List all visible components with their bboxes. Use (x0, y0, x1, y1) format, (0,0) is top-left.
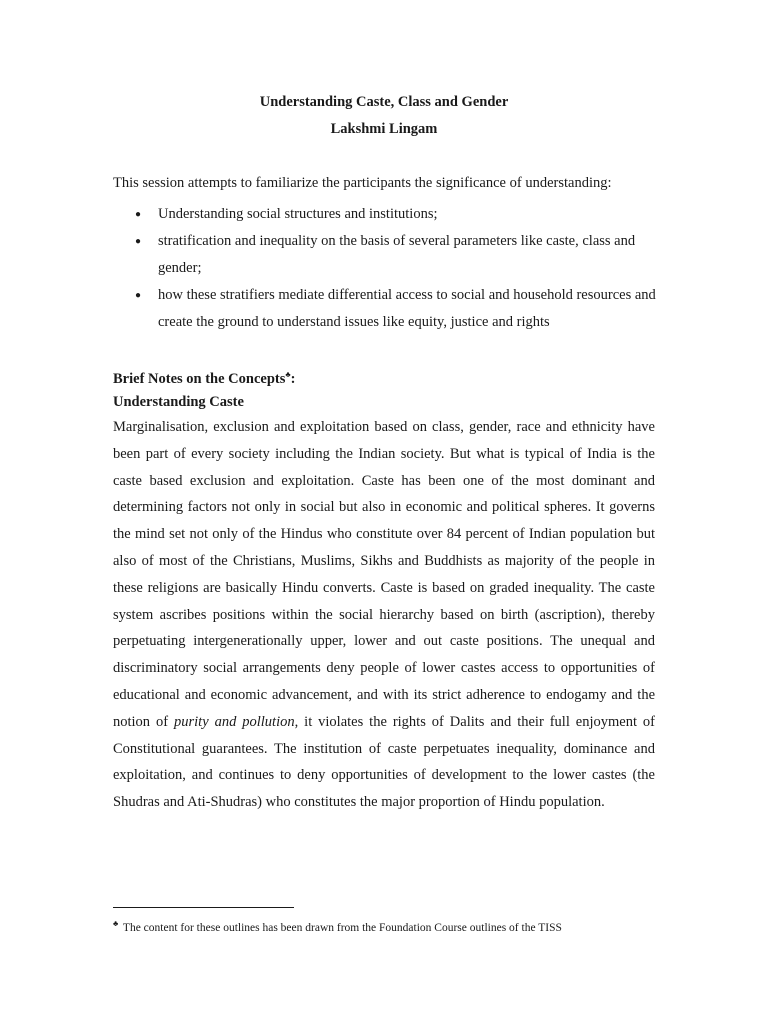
bullet-icon: ● (135, 209, 142, 220)
section-heading (113, 366, 295, 388)
list-item (113, 201, 658, 228)
footnote (113, 916, 562, 936)
bullet-icon: ● (135, 236, 142, 247)
club-icon: ♣ (113, 919, 119, 928)
subheading: Understanding Caste (113, 394, 244, 410)
section-heading-colon: : (290, 370, 296, 387)
club-icon: ♣ (285, 370, 291, 379)
body-paragraph (113, 414, 655, 816)
list-item-text: how these stratifiers mediate differential access to social and household resources and create the ground to understand issues like equity, justice and rights (158, 287, 656, 330)
paragraph-text-part2: , it violates the rights of Dalits and their full enjoyment of Constitutional guarantees. The institution of caste perpetuates inequality, dominance and exploitation, and continues to deny opportunities of development to the lower castes (the Shudras and Ati-Shudras) who constitutes the major proportion of Hindu population. (113, 713, 655, 811)
intro-text: This session attempts to familiarize the participants the significance of understanding: (113, 175, 612, 191)
paragraph-italic-phrase: purity and pollution (174, 713, 295, 730)
footnote-text: The content for these outlines has been drawn from the Foundation Course outlines of the TISS (122, 921, 562, 934)
document-title: Understanding Caste, Class and Gender (259, 94, 509, 110)
footnote-divider (113, 907, 294, 908)
list-item-text: stratification and inequality on the basis of several parameters like caste, class and gender; (158, 233, 636, 276)
objectives-list (113, 201, 658, 336)
bullet-icon: ● (135, 290, 142, 301)
section-heading-text: Brief Notes on the Concepts (113, 370, 286, 387)
list-item-text: Understanding social structures and institutions; (158, 206, 438, 222)
document-author: Lakshmi Lingam (330, 121, 438, 137)
list-item (113, 228, 658, 282)
list-item (113, 282, 658, 336)
paragraph-text-part1: Marginalisation, exclusion and exploitation based on class, gender, race and ethnicity have been part of every society including the Indian society. But what is typical of India is the caste based exclusion and exploitation. Caste has been one of the most dominant and determining factors not only in social but also in economic and political spheres. It governs the mind set not only of the Hindus who constitute over 84 percent of Indian population but also of most of the Christians, Muslims, Sikhs and Buddhists as majority of the people in these religions are basically Hindu converts. Caste is based on graded inequality. The caste system ascribes positions within the social hierarchy based on birth (ascription), thereby perpetuating intergenerationally upper, lower and out caste positions. The unequal and discriminatory social arrangements deny people of lower castes access to opportunities of educational and economic advancement, and with its strict adherence to endogamy and the notion of (113, 419, 655, 730)
